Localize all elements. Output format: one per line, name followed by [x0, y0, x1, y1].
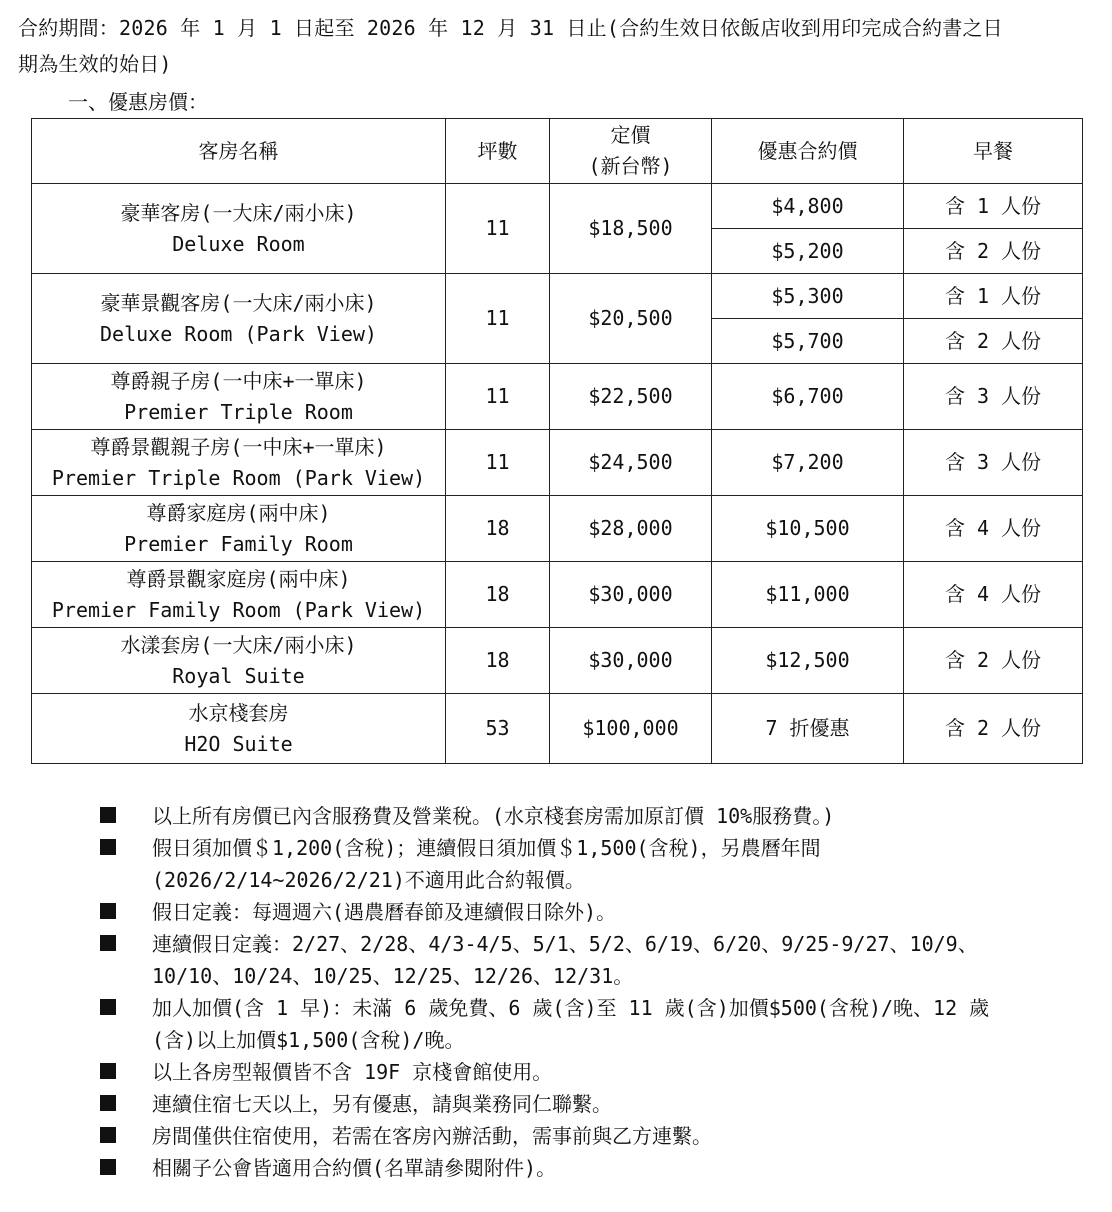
contract-price-cell: $11,000 [712, 562, 904, 628]
breakfast-cell: 含 2 人份 [904, 229, 1083, 274]
table-row [32, 694, 1083, 764]
ping-cell: 18 [446, 496, 550, 562]
room-name-en: Premier Family Room [124, 531, 353, 556]
note-text-line: 相關子公會皆適用合約價(名單請參閱附件)。 [152, 1156, 557, 1180]
list-price-cell: $24,500 [550, 430, 712, 496]
note-text-line: 假日須加價＄1,200(含稅)；連續假日須加價＄1,500(含稅)，另農曆年間 [152, 836, 821, 860]
contract-period-line-1: 合約期間：2026 年 1 月 1 日起至 2026 年 12 月 31 日止(合約生效日依飯店收到用印完成合約書之日 [18, 16, 1003, 40]
contract-price-cell: $5,300 [712, 274, 904, 319]
breakfast-cell: 含 4 人份 [904, 496, 1083, 562]
room-name-zh: 豪華客房(一大床/兩小床) [120, 200, 357, 225]
note-text-line: 房間僅供住宿使用，若需在客房內辦活動，需事前與乙方連繫。 [152, 1124, 712, 1148]
bullet-square-icon [100, 1127, 116, 1143]
room-name-zh: 尊爵景觀家庭房(兩中床) [126, 566, 351, 591]
header-ping: 坪數 [446, 119, 550, 184]
room-name-cell [32, 364, 446, 430]
note-text-line: (2026/2/14~2026/2/21)不適用此合約報價。 [152, 868, 585, 892]
table-header-row [32, 119, 1083, 184]
list-price-cell: $100,000 [550, 694, 712, 764]
bullet-square-icon [100, 839, 116, 855]
note-text-line: 假日定義：每週週六(遇農曆春節及連續假日除外)。 [152, 900, 617, 924]
contract-price-cell: 7 折優惠 [712, 694, 904, 764]
bullet-square-icon [100, 999, 116, 1015]
note-item [100, 992, 1090, 1056]
contract-price-cell: $6,700 [712, 364, 904, 430]
room-name-en: Deluxe Room (Park View) [100, 321, 377, 346]
note-text-line: 以上所有房價已內含服務費及營業稅。(水京棧套房需加原訂價 10%服務費。) [152, 804, 835, 828]
note-item [100, 1152, 1090, 1184]
note-text-line: 以上各房型報價皆不含 19F 京棧會館使用。 [152, 1060, 553, 1084]
list-price-cell: $20,500 [550, 274, 712, 364]
list-price-cell: $18,500 [550, 184, 712, 274]
note-text-line: 10/10、10/24、10/25、12/25、12/26、12/31。 [152, 964, 634, 988]
table-row [32, 364, 1083, 430]
ping-cell: 53 [446, 694, 550, 764]
list-price-cell: $28,000 [550, 496, 712, 562]
room-name-en: Deluxe Room [172, 231, 305, 256]
header-list-price [550, 119, 712, 184]
room-name-cell [32, 184, 446, 274]
table-row [32, 430, 1083, 496]
room-name-zh: 豪華景觀客房(一大床/兩小床) [100, 290, 377, 315]
table-row [32, 184, 1083, 229]
ping-cell: 18 [446, 562, 550, 628]
note-item [100, 928, 1090, 992]
header-room-name: 客房名稱 [32, 119, 446, 184]
header-list-price-currency: (新台幣) [588, 154, 673, 178]
contract-price-cell: $10,500 [712, 496, 904, 562]
ping-cell: 11 [446, 364, 550, 430]
rate-table-body [32, 184, 1083, 764]
room-name-cell [32, 274, 446, 364]
room-name-zh: 尊爵景觀親子房(一中床+一單床) [90, 434, 387, 459]
table-row [32, 562, 1083, 628]
room-name-en: Premier Family Room (Park View) [51, 597, 426, 622]
note-text-line: 連續住宿七天以上，另有優惠，請與業務同仁聯繫。 [152, 1092, 612, 1116]
note-item [100, 800, 1090, 832]
room-name-en: Premier Triple Room (Park View) [51, 465, 426, 490]
note-text-line: 加人加價(含 1 早)：未滿 6 歲免費、6 歲(含)至 11 歲(含)加價$500(含稅)/晚、12 歲 [152, 996, 990, 1020]
room-name-cell [32, 496, 446, 562]
bullet-square-icon [100, 903, 116, 919]
note-item [100, 1056, 1090, 1088]
breakfast-cell: 含 2 人份 [904, 694, 1083, 764]
contract-period-line-2: 期為生效的始日) [18, 52, 172, 76]
note-item [100, 832, 1090, 896]
room-name-en: H2O Suite [184, 731, 293, 756]
list-price-cell: $30,000 [550, 628, 712, 694]
contract-price-cell: $12,500 [712, 628, 904, 694]
ping-cell: 11 [446, 184, 550, 274]
ping-cell: 11 [446, 430, 550, 496]
breakfast-cell: 含 1 人份 [904, 274, 1083, 319]
header-breakfast: 早餐 [904, 119, 1083, 184]
note-text-line: 連續假日定義：2/27、2/28、4/3-4/5、5/1、5/2、6/19、6/20、9/25-9/27、10/9、 [152, 932, 978, 956]
table-row [32, 274, 1083, 319]
table-row [32, 496, 1083, 562]
note-item [100, 1088, 1090, 1120]
room-name-zh: 水京棧套房 [188, 700, 289, 725]
header-list-price-label: 定價 [610, 123, 651, 147]
contract-price-cell: $7,200 [712, 430, 904, 496]
list-price-cell: $30,000 [550, 562, 712, 628]
table-row [32, 628, 1083, 694]
note-text-line: (含)以上加價$1,500(含稅)/晚。 [152, 1028, 465, 1052]
breakfast-cell: 含 2 人份 [904, 628, 1083, 694]
room-name-cell [32, 430, 446, 496]
ping-cell: 18 [446, 628, 550, 694]
note-item [100, 896, 1090, 928]
room-name-cell [32, 694, 446, 764]
room-name-zh: 尊爵家庭房(兩中床) [146, 500, 331, 525]
rate-table [31, 118, 1083, 764]
header-contract-price: 優惠合約價 [712, 119, 904, 184]
room-name-zh: 水漾套房(一大床/兩小床) [120, 632, 357, 657]
breakfast-cell: 含 4 人份 [904, 562, 1083, 628]
breakfast-cell: 含 3 人份 [904, 364, 1083, 430]
bullet-square-icon [100, 1159, 116, 1175]
contract-period [18, 10, 1098, 82]
breakfast-cell: 含 3 人份 [904, 430, 1083, 496]
notes-list [100, 800, 1090, 1184]
contract-price-cell: $5,200 [712, 229, 904, 274]
bullet-square-icon [100, 935, 116, 951]
bullet-square-icon [100, 1095, 116, 1111]
room-name-cell [32, 628, 446, 694]
contract-price-cell: $5,700 [712, 319, 904, 364]
bullet-square-icon [100, 1063, 116, 1079]
room-name-cell [32, 562, 446, 628]
ping-cell: 11 [446, 274, 550, 364]
bullet-square-icon [100, 807, 116, 823]
section-title: 一、優惠房價： [68, 90, 208, 114]
contract-price-cell: $4,800 [712, 184, 904, 229]
room-name-en: Premier Triple Room [124, 399, 353, 424]
breakfast-cell: 含 1 人份 [904, 184, 1083, 229]
note-item [100, 1120, 1090, 1152]
breakfast-cell: 含 2 人份 [904, 319, 1083, 364]
room-name-zh: 尊爵親子房(一中床+一單床) [110, 368, 367, 393]
list-price-cell: $22,500 [550, 364, 712, 430]
room-name-en: Royal Suite [172, 663, 305, 688]
